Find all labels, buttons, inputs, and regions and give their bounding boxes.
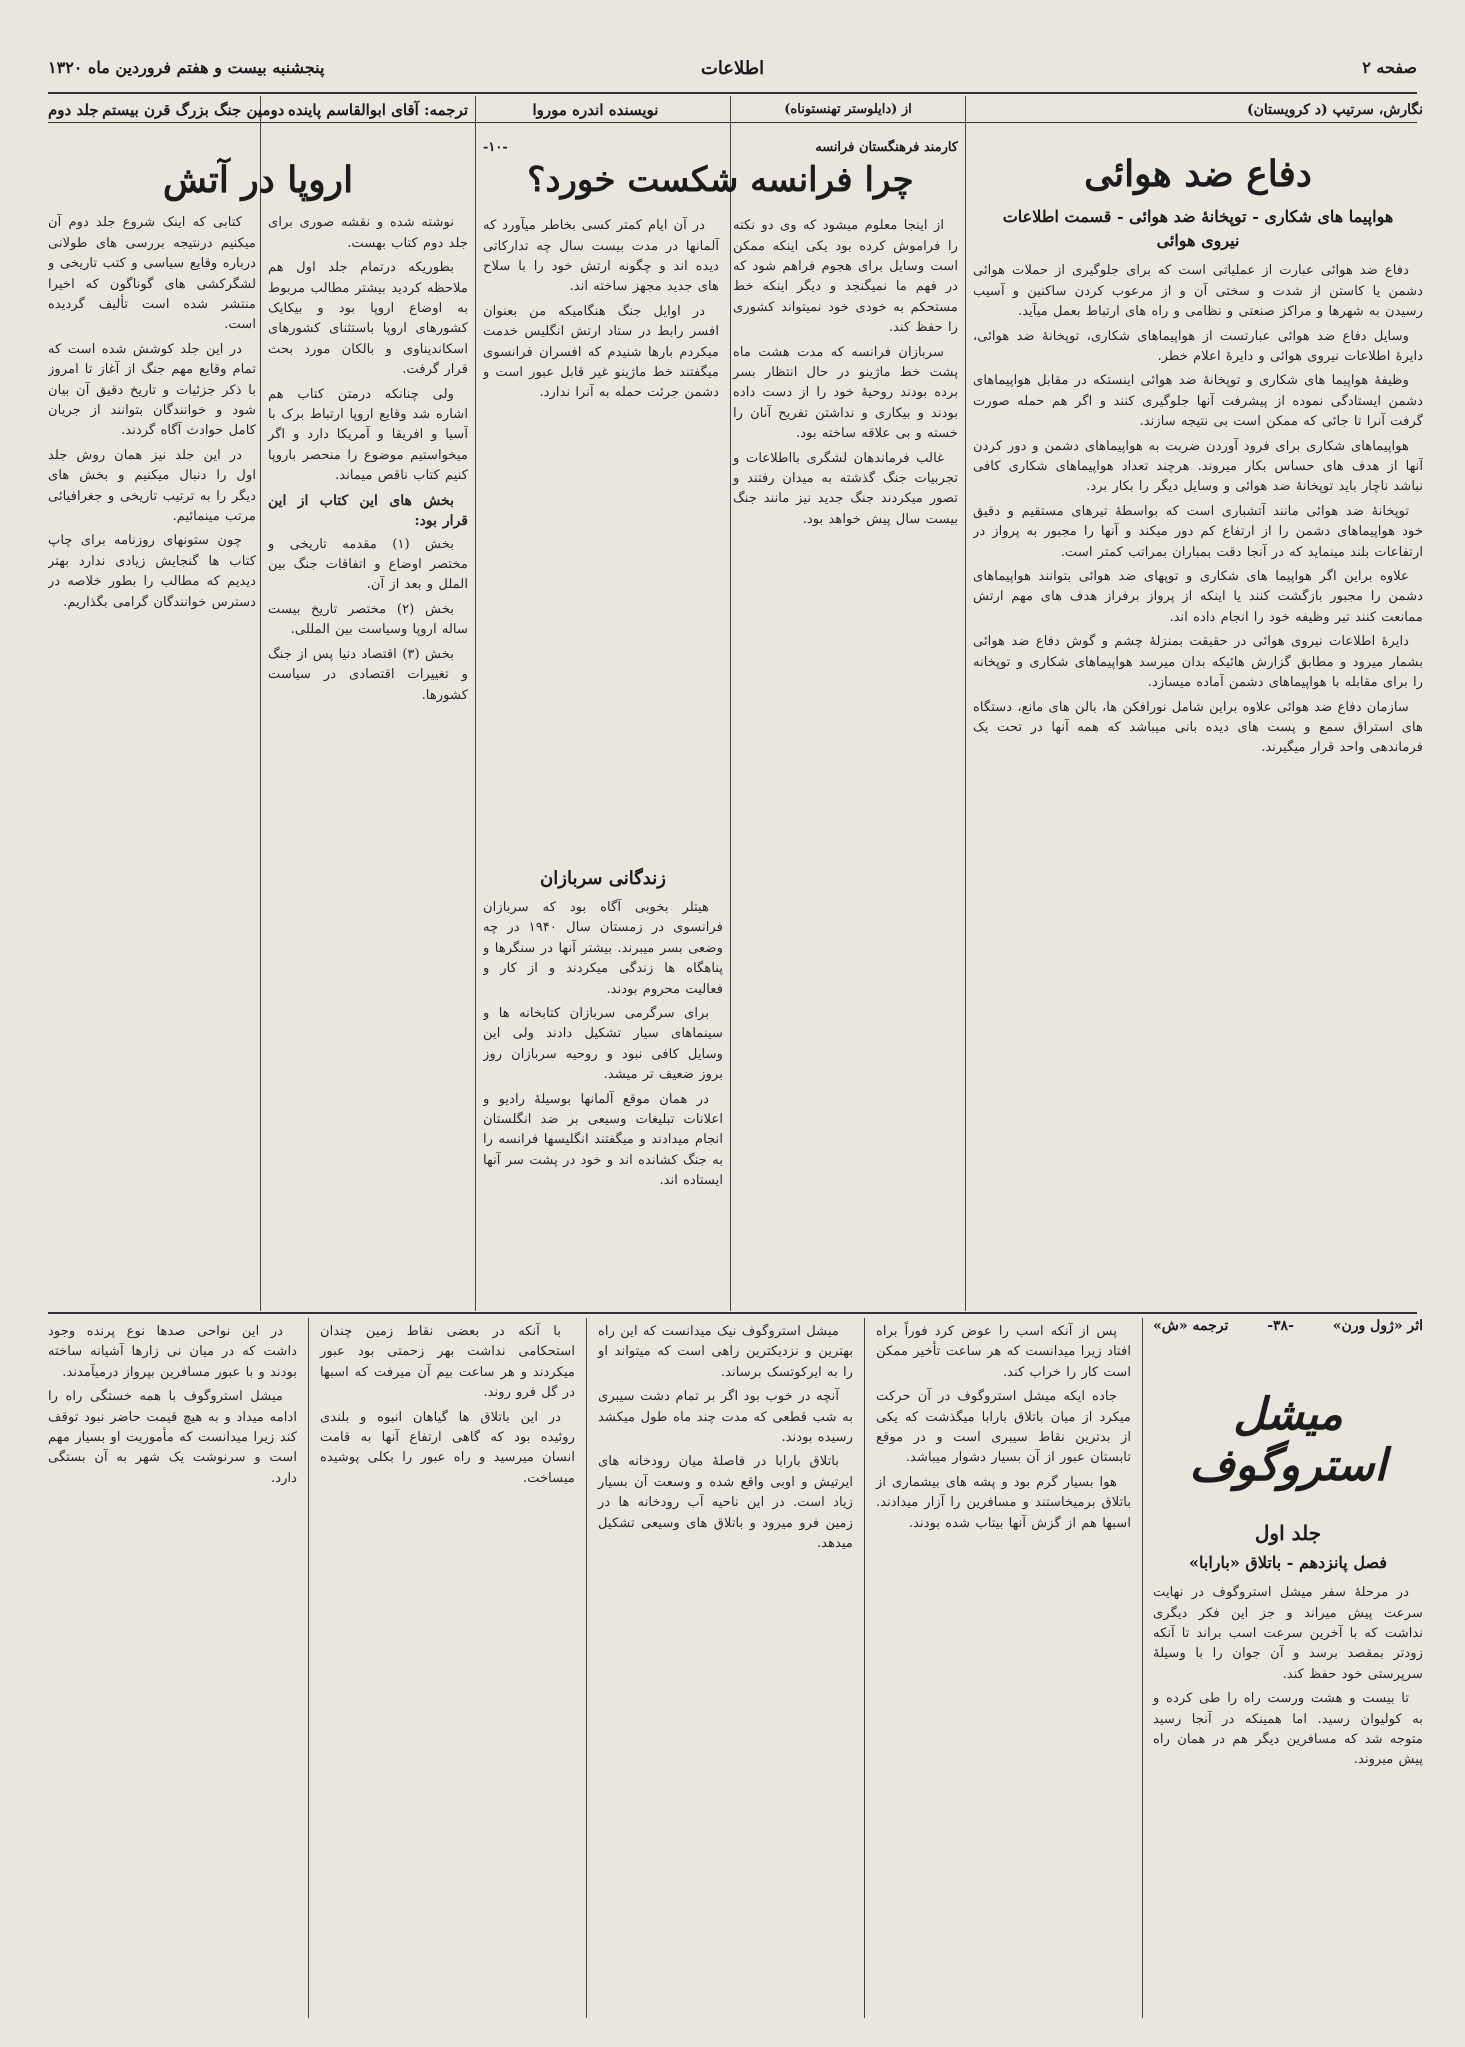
france-headline: چرا فرانسه شکست خورد؟	[527, 160, 914, 200]
paragraph: چون ستونهای روزنامه برای چاپ کتاب ها گنجایش زیادی ندارد بهتر دیدیم که مطالب را بطور خلاصه در دسترس خوانندگان گرامی بگذاریم.	[48, 533, 256, 610]
serial-separator	[48, 1312, 1417, 1314]
serial-rule	[864, 1318, 865, 2018]
paragraph: بطوریکه درتمام جلد اول هم ملاحظه کردید بیشتر مطالب مربوط به اوضاع اروپا بود و بیکایک کشورهای اروپا باستثنای کشورهای اسکاندیناوی و بالکان مورد بحث قرار گرفت.	[268, 260, 468, 378]
air-defense-credit: نگارش، سرتیپ (د کرویستان)	[1247, 102, 1423, 118]
serial-rule	[1142, 1318, 1143, 2018]
europe-byline-row	[48, 100, 468, 120]
paragraph: هوا بسیار گرم بود و پشه های بیشماری از باتلاق برمیخاستند و مسافرین را آزار میدادند. اسبها هم از گزش آنها بیتاب شده بودند.	[876, 1474, 1131, 1531]
page-number: صفحه ۲	[1362, 58, 1417, 77]
air-defense-body	[973, 261, 1423, 758]
paragraph: ولی چنانکه درمتن کتاب هم اشاره شد وقایع اروپا ارتباط برک با آسیا و افریقا و آمریکا دارد و اگر میخواستیم موضوع را منحصر باروپا کنیم کتاب ناقص میماند.	[268, 386, 468, 484]
serial-col-4	[320, 1322, 575, 1493]
europe-series: دومین جنگ بزرگ قرن بیستم	[102, 101, 285, 119]
paragraph: بخش (۳) اقتصاد دنیا پس از جنگ و تغییرات اقتصادی در سیاست کشورها.	[268, 646, 468, 703]
serial-author: اثر «ژول ورن»	[1332, 1318, 1423, 1334]
europe-translator: ترجمه: آقای ابوالقاسم پاینده	[287, 101, 468, 119]
column-rule	[475, 96, 476, 1311]
europe-article	[48, 100, 468, 1310]
france-col-left	[483, 216, 719, 534]
europe-col-left	[48, 213, 256, 710]
france-byline-row	[483, 140, 958, 155]
serial-body-cont	[876, 1322, 1131, 1534]
paragraph: برای سرگرمی سربازان کتابخانه ها و سینماهای سیار تشکیل دادند ولی این وسایل کافی نبود و روحیه سربازان روز بروز ضعیف تر میشد.	[483, 1006, 723, 1083]
serial-byline-row	[1153, 1318, 1423, 1334]
serial-episode: -۳۸-	[1267, 1318, 1294, 1334]
paragraph: سربازان فرانسه که مدت هشت ماه پشت خط ماژینو در حال انتظار بسر برده بودند روحیهٔ خود را از دست داده بودند و بیکاری و نداشتن تفریح آنان را خسته و بی علاقه ساخته بود.	[733, 344, 958, 442]
paragraph: بخش (۲) مختصر تاریخ بیست ساله اروپا وسیاست بین المللی.	[268, 601, 468, 638]
france-role: کارمند فرهنگستان فرانسه	[815, 140, 958, 155]
serial-volume: جلد اول	[1254, 1521, 1322, 1546]
serial-body-cont-3	[320, 1322, 575, 1489]
france-section-body	[483, 898, 723, 1192]
paragraph: در مرحلهٔ سفر میشل استروگوف در نهایت سرعت پیش میراند و جز این فکر دیگری نداشت که با آخرین سرعت اسب براند تا آنکه زودتر بمقصد برسد و آن جوان را با وسیلهٔ سرپرستی خود حفظ کند.	[1153, 1585, 1423, 1682]
paragraph: هیتلر بخوبی آگاه بود که سربازان فرانسوی در زمستان سال ۱۹۴۰ در چه وضعی بسر میبرند. بیشتر آنها در سنگرها و پناهگاه ها زندگی میکردند و از کار و فعالیت محروم بودند.	[483, 900, 723, 997]
air-defense-article	[973, 100, 1423, 1310]
paragraph: در این جلد کوشش شده است که تمام وقایع مهم جنگ از آغاز تا امروز با ذکر جزئیات و تاریخ دقیق آن بیان شود و خوانندگان بتوانند از جریان کامل حوادث آگاه گردند.	[48, 341, 256, 439]
paragraph: پس از آنکه اسب را عوض کرد فوراً براه افتاد زیرا میدانست که هر ساعت تأخیر ممکن است کار را خراب کند.	[876, 1324, 1131, 1380]
serial-story	[48, 1318, 1423, 2028]
serial-body	[1153, 1583, 1423, 1771]
serial-translator: ترجمه «ش»	[1153, 1318, 1229, 1334]
europe-headline: اروپا در آتش	[162, 159, 354, 201]
air-defense-subhead-2: نیروی هوائی	[1156, 231, 1240, 251]
paragraph: وظیفهٔ هواپیما های شکاری و توپخانهٔ ضد هوائی اینستکه در مقابل هواپیماهای دشمن ایستادگی نموده از پیشرفت آنها جلوگیری کنند و اگر هم حمله صورت گرفت آنرا تا جائی که ممکن است بی نتیجه سازند.	[973, 373, 1423, 430]
serial-col-2	[876, 1322, 1131, 1538]
paragraph: در این نواحی صدها نوع پرنده وجود داشت که در میان نی زارها آشیانه ساخته بودند و با عبور مسافرین بپرواز درمیآمدند.	[48, 1324, 297, 1380]
serial-col-5	[48, 1322, 297, 1493]
france-section-title: زندگانی سربازان	[540, 868, 666, 889]
paragraph: وسایل دفاع ضد هوائی عبارتست از هواپیماهای شکاری، توپخانهٔ ضد هوائی، دایرهٔ اطلاعات نیروی هوائی و دایرهٔ اعلام خطر.	[973, 328, 1423, 365]
paragraph: علاوه براین اگر هواپیما های شکاری و توپهای ضد هوائی بتوانند هواپیماهای دشمن را مجبور بازگشت کنند یا اینکه از پرواز برفراز هدف های مهم ارتش ممانعت کنند تیر وظیفه خود را انجام داده اند.	[973, 569, 1423, 625]
air-defense-subhead: هواپیما های شکاری - توپخانهٔ ضد هوائی - قسمت اطلاعات	[1002, 207, 1394, 227]
europe-body	[268, 213, 468, 706]
paragraph: آنچه در خوب بود اگر بر تمام دشت سیبری به شب قطعی که مدت چند ماه طول میکشد رسیده بودند.	[598, 1389, 853, 1446]
paragraph: توپخانهٔ ضد هوائی مانند آتشباری است که بواسطهٔ تیرهای مستقیم و دقیق خود هواپیماهای دشمن را از ارتفاع کم دور میکند و آنها را مجبور به پرواز در ارتفاعات بلند مینماید که در آنجا دقت بمباران بمراتب کمتر است.	[973, 503, 1423, 560]
issue-date: پنجشنبه بیست و هفتم فروردین ماه ۱۳۲۰	[48, 58, 325, 77]
paragraph: در این باتلاق ها گیاهان انبوه و بلندی روئیده بود که گاهی ارتفاع آنها به قامت انسان میرسید و راه عبور را بکلی پوشیده میساخت.	[320, 1409, 575, 1486]
serial-rule	[586, 1318, 587, 2018]
serial-body-cont-2	[598, 1322, 853, 1554]
paragraph: سازمان دفاع ضد هوائی علاوه براین شامل نورافکن ها، بالن های مانع، دستگاه های استراق سمع و پست های دیده بانی میباشد که همه آنها در تحت یک فرماندهی واحد قرار میگیرند.	[973, 699, 1423, 756]
france-col-right	[733, 216, 958, 534]
france-episode: -۱۰-	[483, 140, 508, 155]
air-defense-headline: دفاع ضد هوائی	[1084, 153, 1312, 195]
serial-body-cont-4	[48, 1322, 297, 1489]
france-body-cont	[483, 216, 719, 404]
france-columns	[483, 216, 958, 534]
paragraph: در آن ایام کمتر کسی بخاطر میآورد که آلمانها در مدت بیست سال چه تدارکاتی دیده اند و چگونه ارتش خود را با سلاح های جدید مجهز ساخته اند.	[483, 218, 719, 295]
paragraph: در همان موقع آلمانها بوسیلهٔ رادیو و اعلانات تبلیغات وسیعی بر ضد انگلستان انجام میدادند و میگفتند انگلیسها فرانسه را به جنگ کشانده اند و خود در پشت سر آنها ایستاده اند.	[483, 1091, 723, 1189]
europe-col-right	[268, 213, 468, 710]
serial-chapter: فصل پانزدهم - باتلاق «بارابا»	[1189, 1553, 1387, 1573]
france-section	[483, 860, 723, 1310]
column-rule	[965, 96, 966, 1311]
paragraph: باتلاق بارابا در فاصلهٔ میان رودخانه های ایرتیش و اوبی واقع شده و وسعت آن بسیار زیاد است. در این ناحیه آب رودخانه ها در زمین فرو میرود و باتلاق های وسیعی تشکیل میدهد.	[598, 1454, 853, 1552]
europe-columns	[48, 213, 468, 710]
paragraph: میشل استروگوف نیک میدانست که این راه بهترین و نزدیکترین راهی است که میتواند او را به ایرکوتسک برساند.	[598, 1324, 853, 1380]
serial-col-3	[598, 1322, 853, 1558]
serial-rule	[308, 1318, 309, 2018]
paragraph: از اینجا معلوم میشود که وی دو نکته را فراموش کرده بود یکی اینکه ممکن است وسایل برای هجوم فراهم شود که در فهم ما نمیگنجد و دیگر اینکه خط مستحکم به خودی خود نمیتواند کشوری را حفظ کند.	[733, 218, 958, 336]
europe-volume: جلد دوم	[48, 101, 99, 119]
paragraph: غالب فرماندهان لشگری بااطلاعات و تجربیات جنگ گذشته به میدان رفتند و تصور میکردند جنگ جدید نیز مانند جنگ بیست سال پیش خواهد بود.	[733, 450, 958, 527]
paragraph: هواپیماهای شکاری برای فرود آوردن ضربت به هواپیماهای دشمن و دور کردن آنها از هدف های حساس بکار میروند. هرچند تعداد هواپیماهای شکاری کافی نباشد ناچار باید توپخانهٔ ضد هوائی و وسایل دیگر را بکار برد.	[973, 438, 1423, 495]
paragraph: دفاع ضد هوائی عبارت از عملیاتی است که برای جلوگیری از حملات هوائی دشمن یا کاستن از شدت و سختی آن و از مرعوب کردن ساکنین و آسیب رسیدن به شهرها و مراکز صنعتی و نظامی و راه های ارتباط بعمل میآید.	[973, 263, 1423, 320]
masthead-rule	[48, 92, 1417, 94]
paragraph: در اوایل جنگ هنگامیکه من بعنوان افسر رابط در ستاد ارتش انگلیس خدمت میکردم بارها شنیدم که افسران فرانسوی میگفتند خط ماژینو غیر قابل عبور است و دشمن جرئت حمله به آنرا ندارد.	[483, 303, 719, 401]
paragraph: بخش (۱) مقدمه تاریخی و مختصر اوضاع و اتفاقات جنگ بین الملل و بعد از آن.	[268, 536, 468, 593]
france-author: نویسنده اندره موروا	[532, 101, 659, 119]
serial-headline: میشل استروگوف	[1189, 1389, 1387, 1491]
france-body	[733, 216, 958, 530]
paragraph: میشل استروگوف با همه خستگی راه را ادامه میداد و به هیچ قیمت حاضر نبود توقف کند زیرا میدانست که مأموریت او بسیار مهم است و سرنوشت یک شهر به آن بستگی دارد.	[48, 1389, 297, 1486]
europe-body-cont	[48, 213, 256, 613]
paragraph: با آنکه در بعضی نقاط زمین چندان استحکامی نداشت بهر زحمتی بود عبور میکردند و هر ساعت بیم آن میرفت که اسبها در گل فرو روند.	[320, 1324, 575, 1401]
paragraph: نوشته شده و نقشه صوری برای جلد دوم کتاب بهست.	[268, 215, 468, 251]
paragraph: کتابی که اینک شروع جلد دوم آن میکنیم درنتیجه بررسی های طولانی درباره وقایع سیاسی و کتب تاریخی و لشگرکشی های گوناگون که اخیرا منتشر شده است تألیف گردیده است.	[48, 215, 256, 333]
air-defense-source-text: از (دایلوستر تهنستوناه)	[784, 102, 912, 117]
paragraph: در این جلد نیز همان روش جلد اول را دنبال میکنیم و بخش های دیگر را به ترتیب تاریخی و جغرافیائی مرتب مینمائیم.	[48, 447, 256, 525]
paper-name: اطلاعات	[700, 58, 765, 79]
europe-list-intro: بخش های این کتاب از این قرار بود:	[268, 492, 468, 529]
paragraph: تا بیست و هشت ورست راه را طی کرده و به کولیوان رسید. اما همینکه در آنجا رسید متوجه شد که مسافرین دیگر هم در همان راه پیش میروند.	[1153, 1691, 1423, 1768]
serial-heading-block	[1153, 1318, 1423, 1775]
paragraph: جاده ایکه میشل استروگوف در آن حرکت میکرد از میان باتلاق بارابا میگذشت که یکی از بدترین نقاط سیبری است و در موقع تابستان عبور از آن بسیار دشوار میباشد.	[876, 1389, 1131, 1466]
paragraph: دایرهٔ اطلاعات نیروی هوائی در حقیقت بمنزلهٔ چشم و گوش دفاع ضد هوائی بشمار میرود و مطابق گزارش هائیکه بدان میرسد هواپیماهای شکاری و توپخانه را برای مقابله با هواپیماهای دشمن آماده میسازد.	[973, 634, 1423, 691]
